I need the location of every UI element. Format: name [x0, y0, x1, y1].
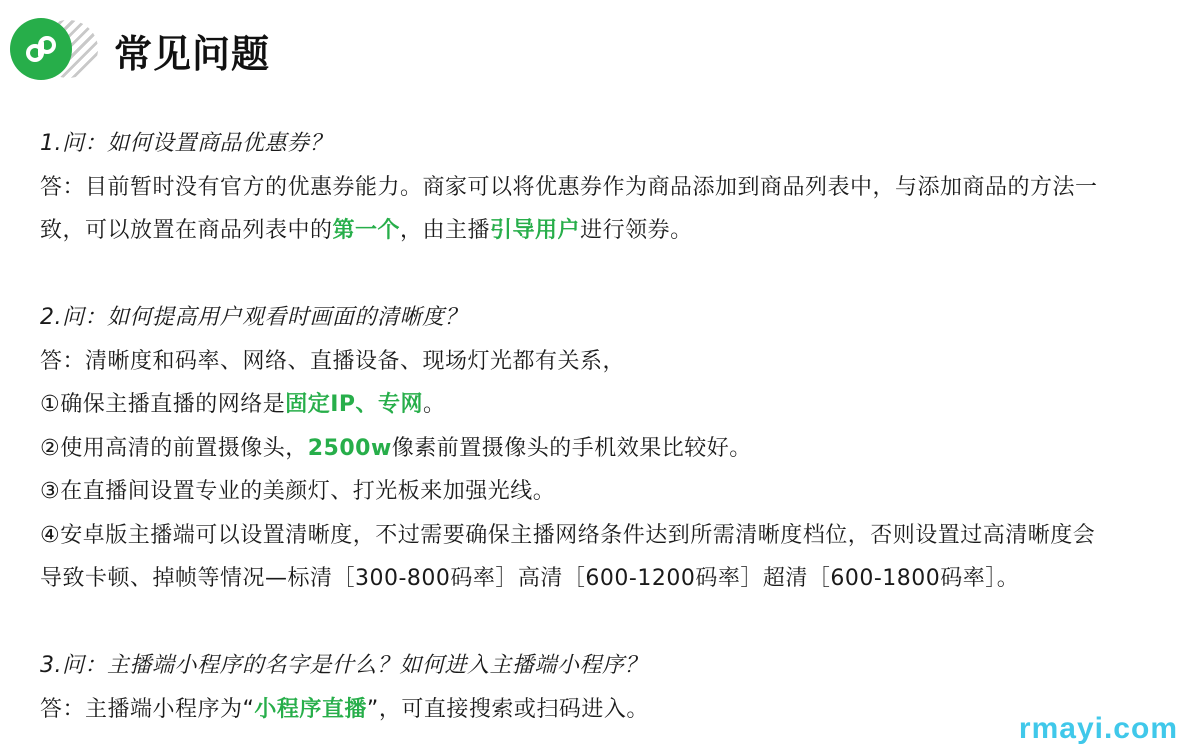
mini-program-link-icon: [10, 18, 72, 80]
answer-text: 致，可以放置在商品列表中的: [40, 218, 333, 243]
highlight-text: 引导用户: [490, 218, 581, 243]
faq-content: [40, 122, 1180, 731]
highlight-text: 第一个: [332, 218, 401, 243]
answer-text: 答：清晰度和码率、网络、直播设备、现场灯光都有关系，: [40, 348, 626, 374]
answer-text: 像素前置摄像头的手机效果比较好。: [391, 435, 752, 461]
page-header: [10, 18, 270, 82]
answer-text: 。: [423, 392, 446, 417]
faq-answer-line: [40, 166, 1180, 210]
faq-answer-line: [40, 340, 1180, 384]
faq-answer-line: [40, 688, 1180, 732]
faq-answer-line: [40, 514, 1180, 558]
highlight-text: 固定IP、专网: [285, 392, 424, 417]
spacer: [40, 253, 1180, 297]
page-title: 常见问题: [114, 31, 271, 76]
answer-text: 进行领券。: [580, 218, 693, 243]
answer-text: ③在直播间设置专业的美颜灯、打光板来加强光线。: [40, 479, 556, 504]
answer-text: 导致卡顿、掉帧等情况—标清［300-800码率］高清［600-1200码率］超清［600-1800码率］。: [40, 566, 1020, 591]
faq-answer-line: [40, 557, 1180, 601]
faq-question: 3.问：主播端小程序的名字是什么？如何进入主播端小程序？: [40, 653, 647, 678]
highlight-text: 小程序直播: [254, 696, 367, 722]
answer-text: ②使用高清的前置摄像头，: [40, 435, 308, 461]
faq-question: 2.问：如何提高用户观看时画面的清晰度？: [40, 305, 467, 330]
answer-text: ①确保主播直播的网络是: [40, 392, 286, 417]
faq-answer-line: [40, 427, 1180, 471]
answer-text: 答：主播端小程序为“: [40, 696, 255, 722]
faq-question: 1.问：如何设置商品优惠券？: [40, 131, 332, 156]
faq-answer-line: [40, 383, 1180, 427]
faq-answer-line: [40, 209, 1180, 253]
answer-text: ④安卓版主播端可以设置清晰度，不过需要确保主播网络条件达到所需清晰度档位，否则设置过高清晰度会: [40, 522, 1096, 548]
answer-text: 答：目前暂时没有官方的优惠券能力。商家可以将优惠券作为商品添加到商品列表中，与添加商品的方法一: [40, 174, 1098, 200]
answer-text: ”，可直接搜索或扫码进入。: [366, 696, 649, 722]
highlight-text: 2500w: [307, 435, 392, 461]
watermark: rmayi.com: [1018, 712, 1178, 745]
spacer: [40, 601, 1180, 645]
faq-answer-line: [40, 470, 1180, 514]
answer-text: ，由主播: [400, 218, 491, 243]
logo: [10, 18, 100, 82]
